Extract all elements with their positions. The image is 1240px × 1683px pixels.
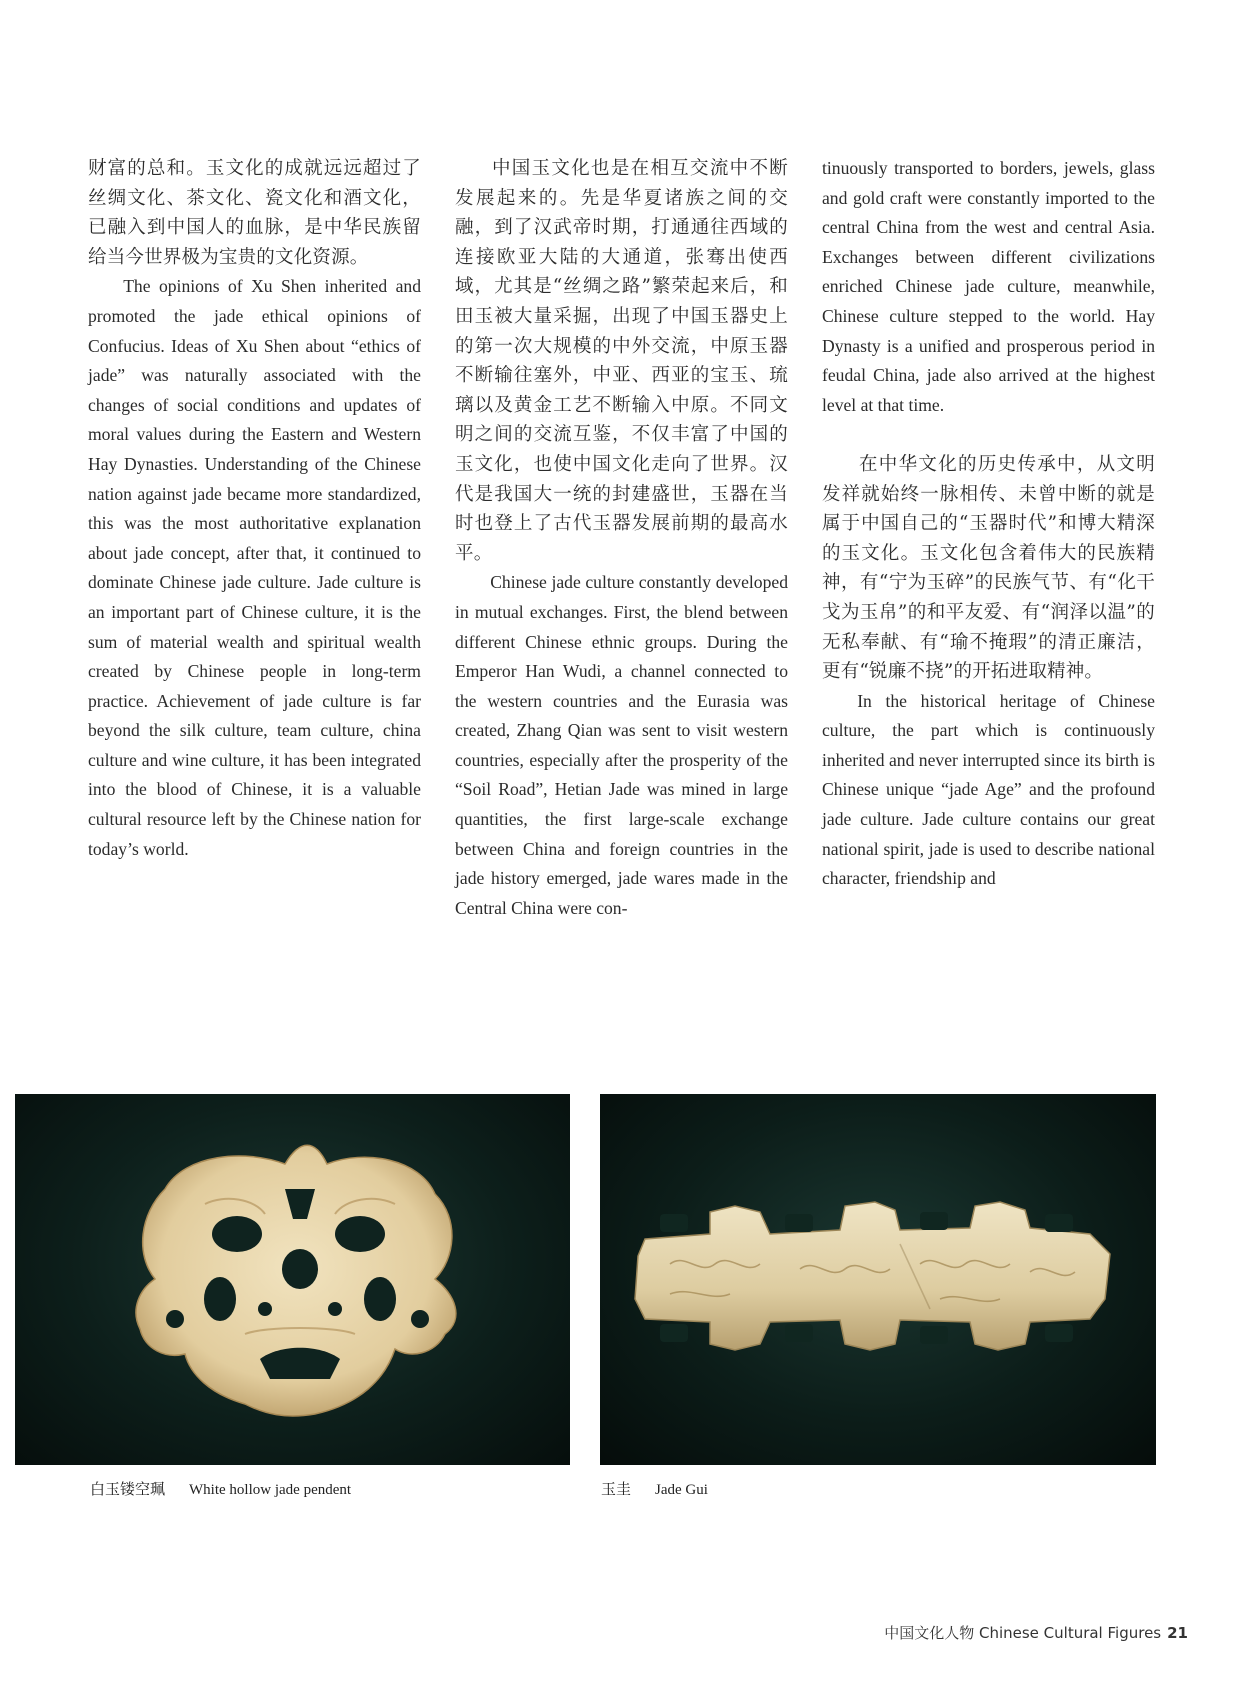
caption-en: White hollow jade pendent — [189, 1482, 352, 1498]
text-column-3 — [822, 154, 1155, 894]
paragraph-en: tinuously transported to borders, jewels, glass and gold craft were constantly imported to the central China from the west and central Asia. Exchanges between different civilizations enriched Chinese jade culture, meanwhile, Chinese culture stepped to the world. Hay Dynasty is a unified and prosperous period in feudal China, jade also arrived at the highest level at that time. — [822, 158, 1155, 415]
paragraph-zh: 中国玉文化也是在相互交流中不断发展起来的。先是华夏诸族之间的交融，到了汉武帝时期，打通通往西域的连接欧亚大陆的大通道，张骞出使西域，尤其是“丝绸之路”繁荣起来后，和田玉被大量采掘，出现了中国玉器史上的第一次大规模的中外交流，中原玉器不断输往塞外，中亚、西亚的宝玉、琉璃以及黄金工艺不断输入中原。不同文明之间的交流互鉴，不仅丰富了中国的玉文化，也使中国文化走向了世界。汉代是我国大一统的封建盛世，玉器在当时也登上了古代玉器发展前期的最高水平。 — [455, 158, 788, 564]
caption-en: Jade Gui — [655, 1482, 708, 1498]
caption-cn: 玉圭 — [601, 1480, 632, 1498]
paragraph-gap — [822, 420, 1155, 450]
publication-title: 中国文化人物 Chinese Cultural Figures — [884, 1624, 1162, 1642]
text-column-2 — [455, 154, 788, 923]
photo-jade-gui — [600, 1094, 1156, 1465]
jade-pendant-illustration — [15, 1094, 570, 1465]
page-number: 21 — [1167, 1624, 1188, 1642]
paragraph-en: The opinions of Xu Shen inherited and promoted the jade ethical opinions of Confucius. Ideas of Xu Shen about “ethics of jade” was naturally associated with the changes of social conditions and updates of moral values during the Eastern and Western Hay Dynasties. Understanding of the Chinese nation against jade became more standardized, this was the most authoritative explanation about jade concept, after that, it continued to dominate Chinese jade culture. Jade culture is an important part of Chinese culture, it is the sum of material wealth and spiritual wealth created by Chinese people in long-term practice. Achievement of jade culture is far beyond the silk culture, team culture, china culture and wine culture, it has been integrated into the blood of Chinese, it is a valuable cultural resource left by the Chinese nation for today’s world. — [88, 276, 421, 859]
jade-gui-illustration — [600, 1094, 1156, 1465]
page-footer — [884, 1622, 1188, 1643]
paragraph-zh: 财富的总和。玉文化的成就远远超过了丝绸文化、茶文化、瓷文化和酒文化，已融入到中国人的血脉，是中华民族留给当今世界极为宝贵的文化资源。 — [88, 158, 421, 268]
caption-gui — [601, 1478, 708, 1499]
paragraph-en: Chinese jade culture constantly developed in mutual exchanges. First, the blend between different Chinese ethnic groups. During the Emperor Han Wudi, a channel connected to the western countries and the Eurasia was created, Zhang Qian was sent to visit western countries, especially after the prosperity of the “Soil Road”, Hetian Jade was mined in large quantities, the first large-scale exchange between China and foreign countries in the jade history emerged, jade wares made in the Central China were con- — [455, 572, 788, 918]
caption-pendant — [90, 1478, 351, 1499]
paragraph-en: In the historical heritage of Chinese culture, the part which is continuously inherited and never interrupted since its birth is Chinese unique “jade Age” and the profound jade culture. Jade culture contains our great national spirit, jade is used to describe national character, friendship and — [822, 690, 1155, 889]
text-column-1 — [88, 154, 421, 864]
caption-cn: 白玉镂空珮 — [90, 1480, 166, 1498]
paragraph-zh: 在中华文化的历史传承中，从文明发祥就始终一脉相传、未曾中断的就是属于中国自己的“玉器时代”和博大精深的玉文化。玉文化包含着伟大的民族精神，有“宁为玉碎”的民族气节、有“化干戈为玉帛”的和平友爱、有“润泽以温”的无私奉献、有“瑜不掩瑕”的清正廉洁，更有“锐廉不挠”的开拓进取精神。 — [822, 453, 1155, 683]
photo-jade-pendant — [15, 1094, 570, 1465]
